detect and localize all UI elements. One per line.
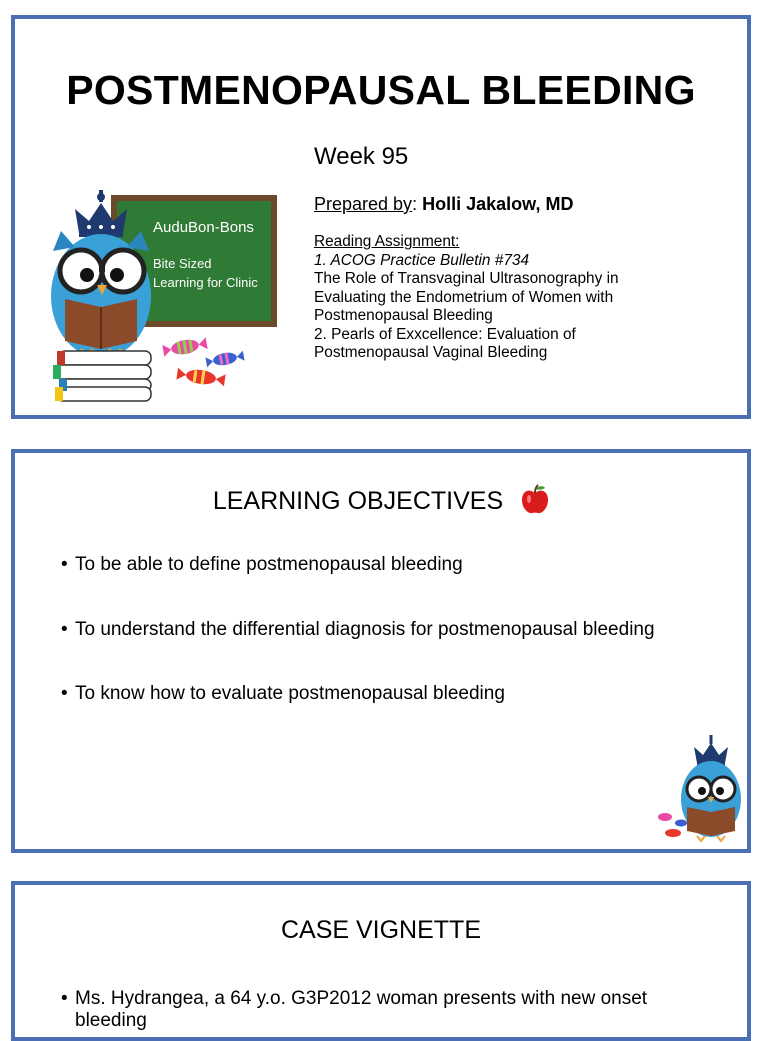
objective-item: • To know how to evaluate postmenopausal bleeding [61, 683, 505, 704]
prepared-by-label: Prepared by [314, 194, 413, 214]
case-vignette [61, 988, 721, 1032]
candy-icon [161, 335, 251, 391]
objective-item: • To be able to define postmenopausal bleeding [61, 554, 463, 575]
week-label: Week 95 [314, 143, 409, 170]
objectives-title: LEARNING OBJECTIVES [212, 487, 504, 515]
case-title: CASE VIGNETTE [280, 916, 482, 944]
slide-title: POSTMENOPAUSAL BLEEDING [66, 67, 696, 113]
chalkboard-line-2: Learning for Clinic [153, 275, 258, 290]
book-stack-icon [53, 351, 151, 401]
reading-line: Postmenopausal Bleeding [314, 307, 493, 324]
reading-assignment [314, 233, 734, 363]
presenter-name: Holli Jakalow, MD [422, 194, 574, 214]
case-slide [11, 881, 751, 1041]
crown-icon [75, 190, 127, 237]
objectives-slide [11, 449, 751, 853]
reading-line: 1. ACOG Practice Bulletin #734 [314, 251, 530, 269]
owl-mascot-icon [651, 733, 747, 843]
prepared-by-separator: : [412, 194, 423, 214]
apple-icon [521, 484, 549, 514]
chalkboard-line-1: Bite Sized [153, 256, 212, 271]
reading-line: Evaluating the Endometrium of Women with [314, 288, 614, 306]
reading-line: The Role of Transvaginal Ultrasonography in [314, 270, 619, 287]
objective-item: • To understand the differential diagnosis for postmenopausal bleeding [61, 619, 655, 640]
reading-line: 2. Pearls of Exxcellence: Evaluation of [314, 325, 576, 343]
candy-icon [658, 813, 687, 837]
vignette-text: Ms. Hydrangea, a 64 y.o. G3P2012 woman presents with new onset bleeding [75, 988, 648, 1031]
title-slide [11, 15, 751, 419]
reading-line: Postmenopausal Vaginal Bleeding [314, 344, 548, 361]
owl-mascot-icon [39, 181, 163, 403]
chalkboard-title: AuduBon-Bons [153, 219, 254, 236]
slide-title [15, 484, 747, 516]
prepared-by [314, 194, 573, 215]
bullet: • [61, 988, 68, 1009]
reading-label: Reading Assignment: [314, 233, 460, 250]
